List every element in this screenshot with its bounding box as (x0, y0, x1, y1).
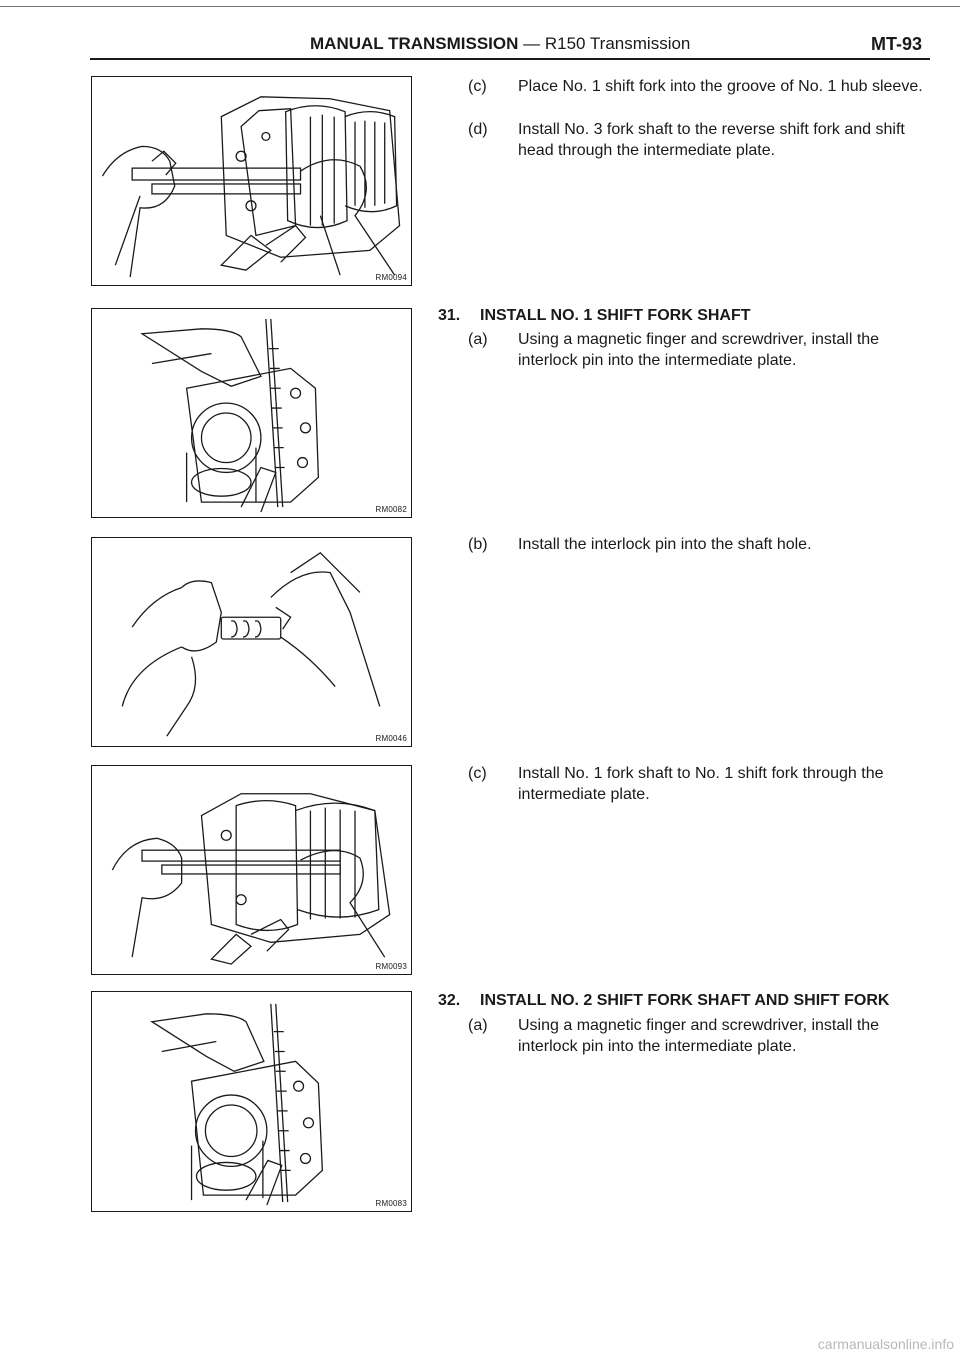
illustration-no1-fork-shaft (92, 766, 411, 974)
section-title: INSTALL NO. 2 SHIFT FORK SHAFT AND SHIFT FORK (480, 992, 890, 1009)
section-32-heading (438, 992, 889, 1010)
step-text: Using a magnetic finger and screwdriver, install the interlock pin into the intermediate plate. (518, 331, 880, 369)
step-label: (d) (468, 121, 488, 138)
figure-code: RM0094 (375, 273, 407, 282)
figure-rm0093 (91, 765, 412, 975)
illustration-interlock-pin-plate (92, 309, 411, 517)
step-text: Using a magnetic finger and screwdriver, install the interlock pin into the intermediate plate. (518, 1017, 880, 1055)
step-text: Install the interlock pin into the shaft hole. (518, 536, 812, 553)
figure-rm0082 (91, 308, 412, 518)
title-subtitle: R150 Transmission (544, 34, 691, 53)
step-label: (c) (468, 78, 487, 95)
step-label: (b) (468, 536, 488, 553)
step-text: Install No. 1 fork shaft to No. 1 shift fork through the intermediate plate. (518, 765, 884, 803)
figure-rm0094 (91, 76, 412, 286)
step-label: (a) (468, 331, 488, 348)
header-rule (90, 58, 930, 60)
illustration-fork-shaft-install (92, 77, 411, 285)
top-rule (0, 6, 960, 7)
title-separator: — (518, 34, 545, 53)
section-31-heading (438, 307, 751, 325)
section-number: 31. (438, 307, 461, 324)
illustration-shaft-hole-pin (92, 538, 411, 746)
figure-rm0083 (91, 991, 412, 1212)
figure-rm0046 (91, 537, 412, 747)
page-header (0, 30, 960, 60)
step-label: (a) (468, 1017, 488, 1034)
illustration-interlock-pin-plate-2 (92, 992, 411, 1211)
step-text: Install No. 3 fork shaft to the reverse shift fork and shift head through the intermediate plate. (518, 121, 905, 159)
figure-code: RM0083 (375, 1199, 407, 1208)
step-text: Place No. 1 shift fork into the groove of No. 1 hub sleeve. (518, 78, 923, 95)
figure-code: RM0046 (375, 734, 407, 743)
title-main: MANUAL TRANSMISSION (310, 34, 519, 53)
page-title (310, 34, 690, 54)
section-title: INSTALL NO. 1 SHIFT FORK SHAFT (480, 307, 751, 324)
figure-code: RM0093 (375, 962, 407, 971)
page-number: MT-93 (870, 34, 922, 54)
figure-code: RM0082 (375, 505, 407, 514)
step-label: (c) (468, 765, 487, 782)
section-number: 32. (438, 992, 461, 1009)
watermark-text: carmanualsonline.info (817, 1336, 954, 1352)
